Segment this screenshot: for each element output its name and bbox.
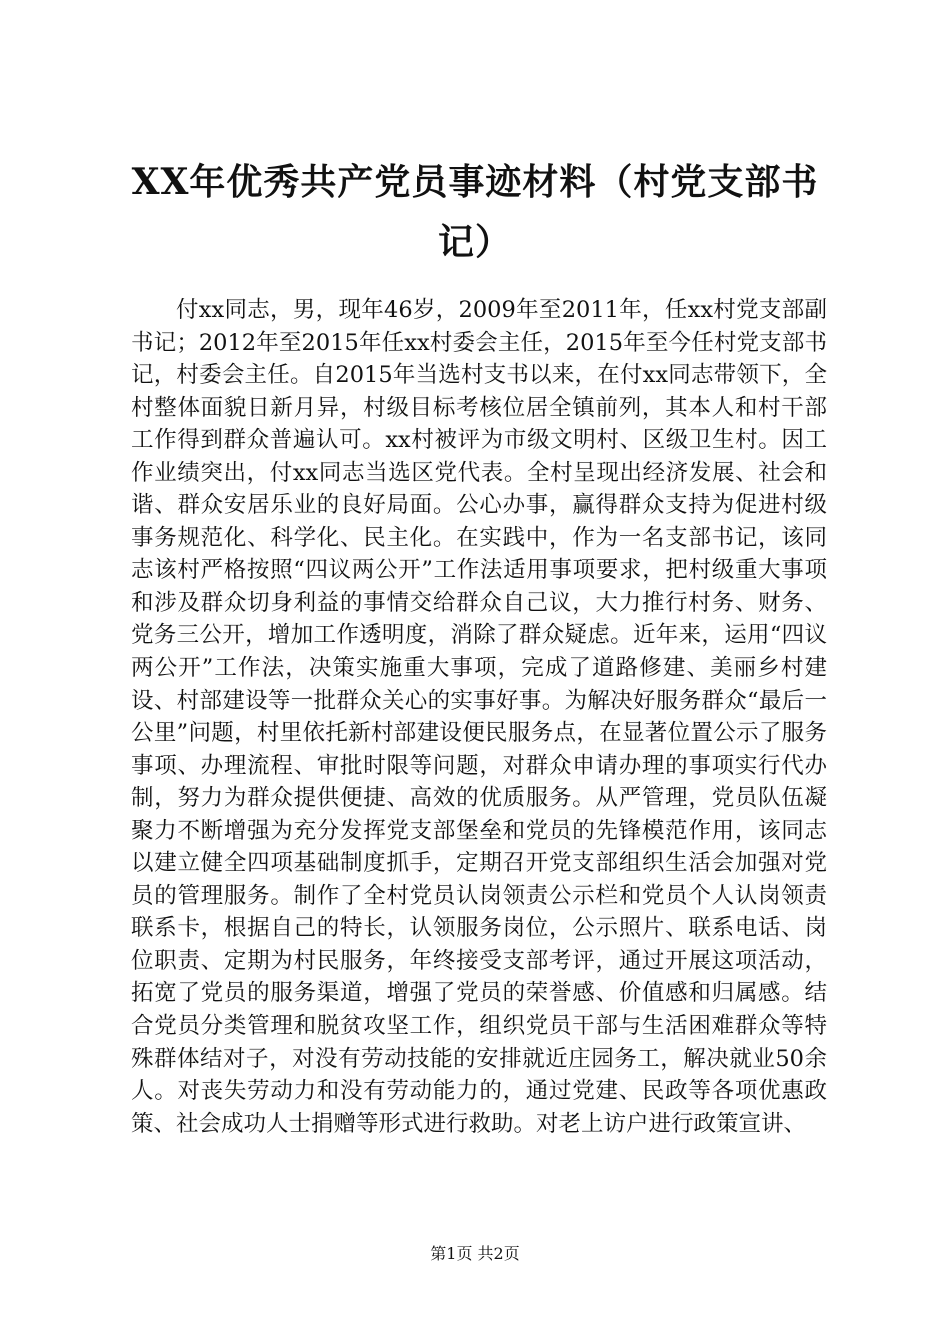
body-paragraph: 付xx同志，男，现年46岁，2009年至2011年，任xx村党支部副书记；2012年至2015年任xx村委会主任，2015年至今任村党支部书记，村委会主任。自2015年当选村支书以来，在付xx同志带领下，全村整体面貌日新月异，村级目标考核位居全镇前列，其本人和村干部工作得到群众普遍认可。xx村被评为市级文明村、区级卫生村。因工作业绩突出，付xx同志当选区党代表。全村呈现出经济发展、社会和谐、群众安居乐业的良好局面。公心办事，赢得群众支持为促进村级事务规范化、科学化、民主化。在实践中，作为一名支部书记，该同志该村严格按照“四议两公开”工作法适用事项要求，把村级重大事项和涉及群众切身利益的事情交给群众自己议，大力推行村务、财务、党务三公开，增加工作透明度，消除了群众疑虑。近年来，运用“四议两公开”工作法，决策实施重大事项，完成了道路修建、美丽乡村建设、村部建设等一批群众关心的实事好事。为解决好服务群众“最后一公里”问题，村里依托新村部建设便民服务点，在显著位置公示了服务事项、办理流程、审批时限等问题，对群众申请办理的事项实行代办制，努力为群众提供便捷、高效的优质服务。从严管理，党员队伍凝聚力不断增强为充分发挥党支部堡垒和党员的先锋模范作用，该同志以建立健全四项基础制度抓手，定期召开党支部组织生活会加强对党员的管理服务。制作了全村党员认岗领责公示栏和党员个人认岗领责联系卡，根据自己的特长，认领服务岗位，公示照片、联系电话、岗位职责、定期为村民服务，年终接受支部考评，通过开展这项活动，拓宽了党员的服务渠道，增强了党员的荣誉感、价值感和归属感。结合党员分类管理和脱贫攻坚工作，组织党员干部与生活困难群众等特殊群体结对子，对没有劳动技能的安排就近庄园务工，解决就业50余人。对丧失劳动力和没有劳动能力的，通过党建、民政等各项优惠政策、社会成功人士捐赠等形式进行救助。对老上访户进行政策宣讲、 — [131, 297, 827, 1137]
document-title: XX年优秀共产党员事迹材料（村党支部书记） — [131, 161, 819, 263]
page-number: 第1页 共2页 — [430, 1244, 520, 1263]
